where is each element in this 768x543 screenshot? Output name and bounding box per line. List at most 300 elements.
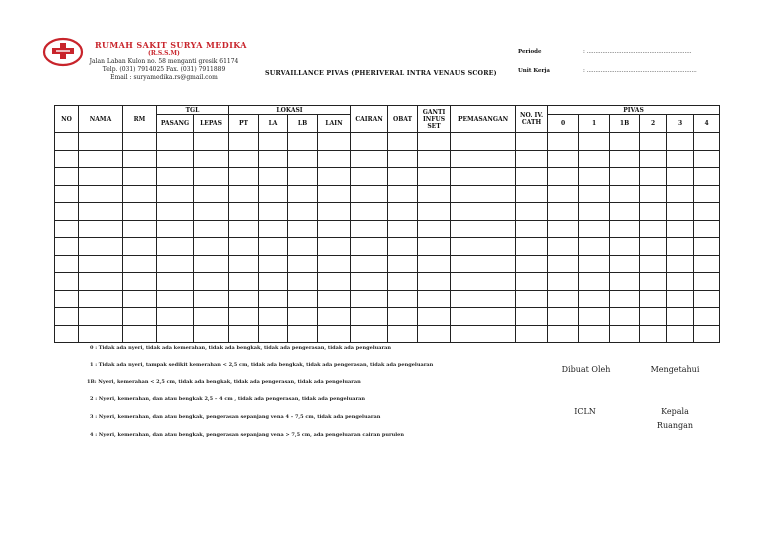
table-cell[interactable]: [259, 203, 288, 221]
table-cell[interactable]: [388, 150, 418, 168]
table-cell[interactable]: [351, 185, 388, 203]
table-cell[interactable]: [318, 220, 351, 238]
hospital-logo: [42, 36, 84, 68]
table-cell[interactable]: [451, 255, 516, 273]
table-cell[interactable]: [351, 325, 388, 343]
table-cell[interactable]: [123, 203, 157, 221]
table-cell[interactable]: [694, 290, 720, 308]
table-cell[interactable]: [318, 185, 351, 203]
table-row: [55, 220, 720, 238]
table-cell[interactable]: [123, 133, 157, 151]
table-cell[interactable]: [640, 133, 667, 151]
table-cell[interactable]: [516, 150, 548, 168]
table-cell[interactable]: [516, 273, 548, 291]
table-cell[interactable]: [667, 185, 694, 203]
table-cell[interactable]: [229, 255, 259, 273]
table-cell[interactable]: [229, 168, 259, 186]
table-cell[interactable]: [194, 325, 229, 343]
approved-role-line1: Kepala: [661, 407, 689, 416]
table-cell[interactable]: [451, 185, 516, 203]
table-cell[interactable]: [229, 290, 259, 308]
table-cell[interactable]: [79, 308, 123, 326]
col-ganti-infus-set: GANTI INFUS SET: [418, 106, 451, 133]
phone-line: Telp. (031) 7914025 Fax. (031) 7911889: [102, 66, 226, 73]
table-cell[interactable]: [157, 238, 194, 256]
table-cell[interactable]: [55, 290, 79, 308]
table-cell[interactable]: [388, 133, 418, 151]
table-cell[interactable]: [610, 185, 640, 203]
table-cell[interactable]: [640, 220, 667, 238]
table-cell[interactable]: [610, 308, 640, 326]
table-cell[interactable]: [451, 168, 516, 186]
table-cell[interactable]: [351, 150, 388, 168]
table-cell[interactable]: [579, 290, 610, 308]
table-cell[interactable]: [640, 290, 667, 308]
table-cell[interactable]: [288, 325, 318, 343]
table-cell[interactable]: [157, 220, 194, 238]
table-cell[interactable]: [579, 150, 610, 168]
table-cell[interactable]: [516, 308, 548, 326]
table-cell[interactable]: [229, 308, 259, 326]
unit-kerja-label: Unit Kerja: [518, 68, 550, 74]
table-cell[interactable]: [351, 168, 388, 186]
table-cell[interactable]: [418, 238, 451, 256]
table-cell[interactable]: [79, 238, 123, 256]
table-cell[interactable]: [157, 203, 194, 221]
col-pivas-3: 3: [667, 115, 694, 133]
table-cell[interactable]: [548, 325, 579, 343]
pivas-table: [54, 105, 720, 343]
table-cell[interactable]: [259, 308, 288, 326]
table-cell[interactable]: [288, 290, 318, 308]
table-cell[interactable]: [451, 308, 516, 326]
table-cell[interactable]: [259, 150, 288, 168]
table-cell[interactable]: [157, 325, 194, 343]
col-pasang: PASANG: [157, 115, 194, 133]
table-cell[interactable]: [123, 273, 157, 291]
col-cairan: CAIRAN: [351, 106, 388, 133]
table-cell[interactable]: [194, 220, 229, 238]
table-cell[interactable]: [418, 290, 451, 308]
table-cell[interactable]: [259, 168, 288, 186]
table-cell[interactable]: [516, 325, 548, 343]
table-cell[interactable]: [694, 255, 720, 273]
table-cell[interactable]: [516, 203, 548, 221]
table-cell[interactable]: [79, 133, 123, 151]
table-cell[interactable]: [579, 168, 610, 186]
table-cell[interactable]: [55, 203, 79, 221]
table-cell[interactable]: [79, 168, 123, 186]
table-cell[interactable]: [388, 325, 418, 343]
table-cell[interactable]: [157, 185, 194, 203]
col-lb: LB: [288, 115, 318, 133]
table-cell[interactable]: [157, 308, 194, 326]
table-cell[interactable]: [579, 308, 610, 326]
table-cell[interactable]: [351, 308, 388, 326]
table-cell[interactable]: [157, 168, 194, 186]
table-cell[interactable]: [640, 308, 667, 326]
table-cell[interactable]: [79, 203, 123, 221]
table-cell[interactable]: [418, 185, 451, 203]
table-cell[interactable]: [351, 133, 388, 151]
table-cell[interactable]: [288, 133, 318, 151]
table-cell[interactable]: [157, 133, 194, 151]
table-cell[interactable]: [288, 220, 318, 238]
table-cell[interactable]: [123, 168, 157, 186]
table-cell[interactable]: [451, 220, 516, 238]
table-cell[interactable]: [667, 150, 694, 168]
table-cell[interactable]: [610, 238, 640, 256]
table-cell[interactable]: [259, 273, 288, 291]
table-cell[interactable]: [418, 308, 451, 326]
table-cell[interactable]: [288, 185, 318, 203]
table-cell[interactable]: [388, 238, 418, 256]
legend-score-4: 4 : Nyeri, kemerahan, dan atau bengkak, pengerasan sepanjang vena > 7,5 cm, ada pengeluaran cairan purulen: [90, 432, 404, 438]
col-pivas: PIVAS: [548, 106, 720, 115]
table-cell[interactable]: [55, 168, 79, 186]
table-cell[interactable]: [548, 185, 579, 203]
table-cell[interactable]: [79, 255, 123, 273]
table-cell[interactable]: [516, 220, 548, 238]
table-cell[interactable]: [55, 255, 79, 273]
address-line: Jalan Laban Kulon no. 58 menganti gresik 61174: [89, 58, 239, 65]
table-cell[interactable]: [667, 290, 694, 308]
table-cell[interactable]: [694, 150, 720, 168]
table-cell[interactable]: [610, 133, 640, 151]
table-cell[interactable]: [123, 308, 157, 326]
table-cell[interactable]: [548, 150, 579, 168]
legend-score-1: 1 : Tidak ada nyeri, tampak sedikit kemerahan < 2,5 cm, tidak ada bengkak, tidak ada pengerasan, tidak ada pengeluaran: [90, 362, 434, 368]
table-cell[interactable]: [55, 220, 79, 238]
table-cell[interactable]: [694, 185, 720, 203]
table-cell[interactable]: [579, 325, 610, 343]
table-cell[interactable]: [548, 168, 579, 186]
col-pivas-1b: 1B: [610, 115, 640, 133]
table-cell[interactable]: [259, 185, 288, 203]
table-cell[interactable]: [318, 290, 351, 308]
table-cell[interactable]: [451, 238, 516, 256]
table-cell[interactable]: [194, 168, 229, 186]
table-cell[interactable]: [388, 308, 418, 326]
table-cell[interactable]: [694, 203, 720, 221]
table-cell[interactable]: [418, 255, 451, 273]
table-cell[interactable]: [451, 133, 516, 151]
table-cell[interactable]: [259, 325, 288, 343]
table-cell[interactable]: [288, 168, 318, 186]
table-cell[interactable]: [157, 273, 194, 291]
table-cell[interactable]: [388, 255, 418, 273]
col-no: NO: [55, 106, 79, 133]
table-cell[interactable]: [229, 238, 259, 256]
table-cell[interactable]: [229, 185, 259, 203]
table-row: [55, 133, 720, 151]
table-cell[interactable]: [610, 203, 640, 221]
table-cell[interactable]: [694, 273, 720, 291]
table-cell[interactable]: [579, 185, 610, 203]
table-cell[interactable]: [79, 290, 123, 308]
table-cell[interactable]: [288, 150, 318, 168]
table-cell[interactable]: [318, 238, 351, 256]
unit-kerja-field[interactable]: : ...............................................................: [583, 68, 697, 74]
table-cell[interactable]: [548, 133, 579, 151]
table-cell[interactable]: [667, 220, 694, 238]
table-cell[interactable]: [516, 290, 548, 308]
table-cell[interactable]: [229, 220, 259, 238]
table-cell[interactable]: [79, 220, 123, 238]
table-cell[interactable]: [318, 133, 351, 151]
table-row: [55, 238, 720, 256]
table-cell[interactable]: [79, 273, 123, 291]
col-lain: LAIN: [318, 115, 351, 133]
table-cell[interactable]: [157, 255, 194, 273]
table-cell[interactable]: [418, 150, 451, 168]
table-cell[interactable]: [288, 273, 318, 291]
table-cell[interactable]: [388, 290, 418, 308]
table-cell[interactable]: [418, 203, 451, 221]
made-by-label: Dibuat Oleh: [561, 365, 611, 374]
table-cell[interactable]: [318, 150, 351, 168]
table-cell[interactable]: [667, 273, 694, 291]
table-cell[interactable]: [259, 133, 288, 151]
periode-label: Periode: [518, 49, 542, 55]
table-row: [55, 185, 720, 203]
table-cell[interactable]: [548, 203, 579, 221]
table-cell[interactable]: [229, 325, 259, 343]
table-cell[interactable]: [229, 150, 259, 168]
table-cell[interactable]: [351, 238, 388, 256]
table-cell[interactable]: [694, 168, 720, 186]
table-cell[interactable]: [55, 325, 79, 343]
table-cell[interactable]: [351, 255, 388, 273]
table-cell[interactable]: [229, 273, 259, 291]
hospital-name: RUMAH SAKIT SURYA MEDIKA: [95, 40, 247, 50]
col-obat: OBAT: [388, 106, 418, 133]
table-cell[interactable]: [318, 203, 351, 221]
table-cell[interactable]: [451, 150, 516, 168]
table-cell[interactable]: [123, 290, 157, 308]
table-cell[interactable]: [516, 168, 548, 186]
table-cell[interactable]: [418, 133, 451, 151]
table-cell[interactable]: [694, 220, 720, 238]
legend-score-1b: 1B: Nyeri, kemerahan < 2,5 cm, tidak ada bengkak, tidak ada pengerasan, tidak ada pengeluaran: [87, 379, 361, 385]
table-cell[interactable]: [548, 308, 579, 326]
table-cell[interactable]: [579, 220, 610, 238]
table-row: [55, 273, 720, 291]
table-cell[interactable]: [548, 290, 579, 308]
col-la: LA: [259, 115, 288, 133]
made-by-role: ICLN: [574, 407, 596, 416]
table-cell[interactable]: [694, 325, 720, 343]
table-cell[interactable]: [288, 203, 318, 221]
table-cell[interactable]: [694, 308, 720, 326]
table-cell[interactable]: [123, 220, 157, 238]
table-cell[interactable]: [610, 290, 640, 308]
table-cell[interactable]: [667, 325, 694, 343]
table-cell[interactable]: [640, 203, 667, 221]
table-cell[interactable]: [55, 308, 79, 326]
table-cell[interactable]: [259, 238, 288, 256]
table-cell[interactable]: [548, 220, 579, 238]
table-cell[interactable]: [351, 290, 388, 308]
table-cell[interactable]: [451, 203, 516, 221]
table-cell[interactable]: [516, 133, 548, 151]
table-cell[interactable]: [579, 203, 610, 221]
table-cell[interactable]: [229, 203, 259, 221]
col-tgl: TGL: [157, 106, 229, 115]
table-row: [55, 290, 720, 308]
table-cell[interactable]: [123, 150, 157, 168]
table-cell[interactable]: [194, 308, 229, 326]
table-cell[interactable]: [548, 238, 579, 256]
table-cell[interactable]: [259, 220, 288, 238]
table-cell[interactable]: [194, 150, 229, 168]
table-cell[interactable]: [55, 238, 79, 256]
table-cell[interactable]: [288, 255, 318, 273]
table-cell[interactable]: [388, 220, 418, 238]
document-title: SURVAILLANCE PIVAS (PHERIVERAL INTRA VENAUS SCORE): [265, 70, 497, 77]
table-cell[interactable]: [610, 325, 640, 343]
table-cell[interactable]: [194, 185, 229, 203]
table-cell[interactable]: [451, 273, 516, 291]
table-cell[interactable]: [123, 325, 157, 343]
table-cell[interactable]: [194, 203, 229, 221]
table-cell[interactable]: [79, 325, 123, 343]
table-cell[interactable]: [667, 168, 694, 186]
email-line: Email : suryamedika.rs@gmail.com: [110, 74, 218, 81]
table-cell[interactable]: [640, 273, 667, 291]
col-lepas: LEPAS: [194, 115, 229, 133]
table-cell[interactable]: [79, 185, 123, 203]
table-cell[interactable]: [318, 325, 351, 343]
table-cell[interactable]: [667, 133, 694, 151]
table-cell[interactable]: [318, 168, 351, 186]
table-cell[interactable]: [640, 168, 667, 186]
table-cell[interactable]: [610, 255, 640, 273]
table-cell[interactable]: [610, 220, 640, 238]
table-cell[interactable]: [516, 255, 548, 273]
table-cell[interactable]: [516, 185, 548, 203]
periode-field[interactable]: : ............................................................: [583, 49, 692, 55]
col-rm: RM: [123, 106, 157, 133]
table-cell[interactable]: [194, 238, 229, 256]
legend-score-0: 0 : Tidak ada nyeri, tidak ada kemerahan, tidak ada bengkak, tidak ada pengerasan, tidak ada pengeluaran: [90, 345, 392, 351]
table-cell[interactable]: [288, 308, 318, 326]
table-cell[interactable]: [194, 273, 229, 291]
table-row: [55, 325, 720, 343]
table-row: [55, 150, 720, 168]
hospital-address: [84, 58, 244, 82]
table-row: [55, 308, 720, 326]
table-cell[interactable]: [351, 220, 388, 238]
table-cell[interactable]: [157, 150, 194, 168]
table-cell[interactable]: [667, 203, 694, 221]
table-cell[interactable]: [451, 325, 516, 343]
table-cell[interactable]: [418, 273, 451, 291]
table-cell[interactable]: [579, 133, 610, 151]
col-nama: NAMA: [79, 106, 123, 133]
col-lokasi: LOKASI: [229, 106, 351, 115]
col-pivas-4: 4: [694, 115, 720, 133]
table-cell[interactable]: [667, 255, 694, 273]
table-cell[interactable]: [418, 325, 451, 343]
table-cell[interactable]: [123, 238, 157, 256]
col-no-iv-cath: NO. IV. CATH: [516, 106, 548, 133]
table-cell[interactable]: [351, 273, 388, 291]
approved-role-line2: Ruangan: [656, 421, 694, 430]
table-cell[interactable]: [318, 273, 351, 291]
table-cell[interactable]: [640, 325, 667, 343]
table-cell[interactable]: [548, 273, 579, 291]
table-cell[interactable]: [579, 238, 610, 256]
table-cell[interactable]: [516, 238, 548, 256]
table-cell[interactable]: [548, 255, 579, 273]
col-pivas-1: 1: [579, 115, 610, 133]
table-cell[interactable]: [640, 255, 667, 273]
table-cell[interactable]: [388, 185, 418, 203]
table-cell[interactable]: [388, 168, 418, 186]
legend-score-2: 2 : Nyeri, kemerahan, dan atau bengkak 2,5 – 4 cm , tidak ada pengerasan, tidak ada pengeluaran: [90, 396, 365, 402]
table-cell[interactable]: [288, 238, 318, 256]
table-cell[interactable]: [259, 290, 288, 308]
table-cell[interactable]: [157, 290, 194, 308]
table-row: [55, 168, 720, 186]
table-cell[interactable]: [667, 308, 694, 326]
table-cell[interactable]: [388, 203, 418, 221]
table-cell[interactable]: [418, 220, 451, 238]
table-cell[interactable]: [351, 203, 388, 221]
table-body: [55, 133, 720, 343]
table-cell[interactable]: [123, 185, 157, 203]
table-cell[interactable]: [229, 133, 259, 151]
table-cell[interactable]: [123, 255, 157, 273]
hospital-abbr: (R.S.S.M): [148, 50, 180, 57]
table-cell[interactable]: [55, 150, 79, 168]
table-cell[interactable]: [418, 168, 451, 186]
table-cell[interactable]: [579, 255, 610, 273]
table-cell[interactable]: [194, 133, 229, 151]
col-pivas-0: 0: [548, 115, 579, 133]
table-cell[interactable]: [640, 150, 667, 168]
table-row: [55, 255, 720, 273]
table-cell[interactable]: [79, 150, 123, 168]
table-cell[interactable]: [451, 290, 516, 308]
table-cell[interactable]: [55, 273, 79, 291]
legend-score-3: 3 : Nyeri, kemerahan, dan atau bengkak, pengerasan sepanjang vena 4 – 7,5 cm, tidak ada pengeluaran: [90, 414, 381, 420]
table-cell[interactable]: [579, 273, 610, 291]
approved-by-label: Mengetahui: [650, 365, 700, 374]
table-cell[interactable]: [610, 168, 640, 186]
table-cell[interactable]: [55, 133, 79, 151]
col-pivas-2: 2: [640, 115, 667, 133]
table-cell[interactable]: [610, 273, 640, 291]
table-cell[interactable]: [640, 185, 667, 203]
table-cell[interactable]: [194, 290, 229, 308]
table-cell[interactable]: [610, 150, 640, 168]
table-row: [55, 203, 720, 221]
table-cell[interactable]: [55, 185, 79, 203]
table-cell[interactable]: [318, 255, 351, 273]
table-cell[interactable]: [388, 273, 418, 291]
table-cell[interactable]: [694, 238, 720, 256]
table-cell[interactable]: [694, 133, 720, 151]
table-cell[interactable]: [318, 308, 351, 326]
table-cell[interactable]: [259, 255, 288, 273]
table-cell[interactable]: [194, 255, 229, 273]
col-pt: PT: [229, 115, 259, 133]
col-pemasangan: PEMASANGAN: [451, 106, 516, 133]
table-cell[interactable]: [667, 238, 694, 256]
table-cell[interactable]: [640, 238, 667, 256]
